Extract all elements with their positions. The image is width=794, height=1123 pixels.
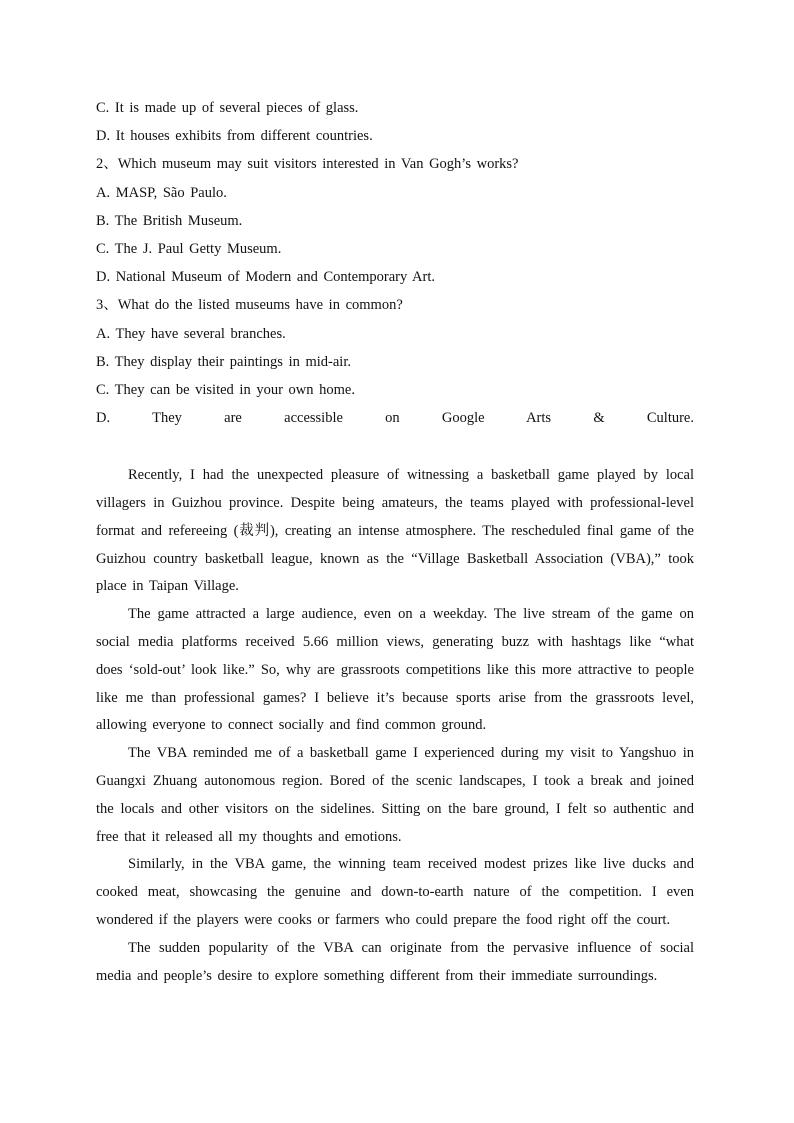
q1-option-d: D. It houses exhibits from different countries.	[96, 128, 373, 145]
q2-option-b: B. The British Museum.	[96, 212, 243, 229]
passage-paragraph-5: The sudden popularity of the VBA can originate from the pervasive influence of social media and people’s desire to explore something different from their immediate surroundings.	[96, 939, 694, 984]
q2-option-d: D. National Museum of Modern and Contemporary Art.	[96, 269, 435, 286]
q2-option-c: C. The J. Paul Getty Museum.	[96, 240, 282, 257]
q3-option-d: D. They are accessible on Google Arts & Culture.	[96, 410, 694, 427]
passage-paragraph-1: Recently, I had the unexpected pleasure of witnessing a basketball game played by local villagers in Guizhou province. Despite being amateurs, the teams played with professional-level format and refereeing (裁判), creating an intense atmosphere. The rescheduled final game of the Guizhou country basketball league, known as the “Village Basketball Association (VBA),” took place in Taipan Village.	[96, 467, 694, 595]
passage-paragraph-4: Similarly, in the VBA game, the winning team received modest prizes like live ducks and cooked meat, showcasing the genuine and down-to-earth nature of the competition. I even wondered if the players were cooks or farmers who could prepare the food right off the court.	[96, 856, 694, 928]
q2-stem: 2、Which museum may suit visitors interested in Van Gogh’s works?	[96, 156, 519, 173]
q3-stem: 3、What do the listed museums have in common?	[96, 297, 403, 314]
page-content	[96, 94, 694, 990]
q3-option-b: B. They display their paintings in mid-air.	[96, 353, 351, 370]
q3-option-a: A. They have several branches.	[96, 325, 286, 342]
q3-option-c: C. They can be visited in your own home.	[96, 381, 355, 398]
passage-paragraph-2: The game attracted a large audience, even on a weekday. The live stream of the game on social media platforms received 5.66 million views, generating buzz with hashtags like “what does ‘sold-out’ look like.” So, why are grassroots competitions like this more attractive to people like me than professional games? I believe it’s because sports arise from the grassroots level, allowing everyone to connect socially and find common ground.	[96, 606, 694, 734]
passage-paragraph-3: The VBA reminded me of a basketball game I experienced during my visit to Yangshuo in Guangxi Zhuang autonomous region. Bored of the scenic landscapes, I took a break and joined the locals and other visitors on the sidelines. Sitting on the bare ground, I felt so authentic and free that it released all my thoughts and emotions.	[96, 745, 694, 845]
section-gap	[96, 432, 694, 462]
q1-option-c: C. It is made up of several pieces of glass.	[96, 100, 359, 116]
q2-option-a: A. MASP, São Paulo.	[96, 184, 227, 201]
